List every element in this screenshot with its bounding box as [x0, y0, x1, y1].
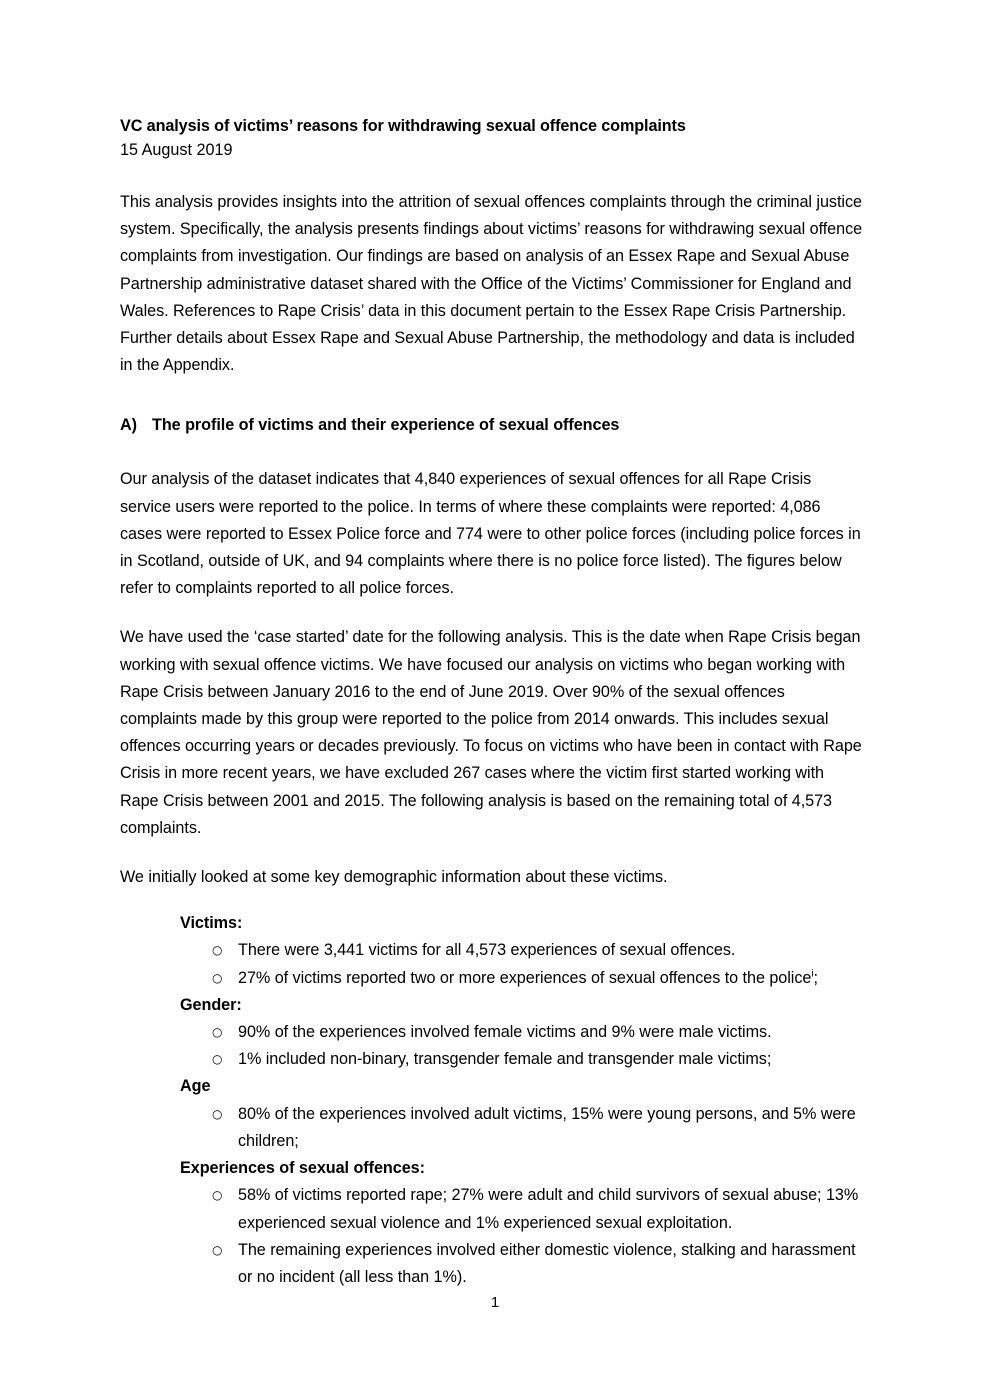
circle-bullet-icon: ○ — [212, 1242, 223, 1257]
document-title: VC analysis of victims’ reasons for withdrawing sexual offence complaints — [120, 117, 686, 135]
circle-bullet-icon: ○ — [212, 1106, 223, 1121]
spacer — [120, 602, 864, 624]
list-item — [180, 1182, 864, 1236]
paragraph-methodology: We have used the ‘case started’ date for the following analysis. This is the date when Rape Crisis began working with sexual offence victims. We have focused our analysis on victims who began working with Rape Crisis between January 2016 to the end of June 2019. Over 90% of the sexual offences complaints made by this group were reported to the police from 2014 onwards. This includes sexual offences occurring years or decades previously. To focus on victims who have been in contact with Rape Crisis in more recent years, we have excluded 267 cases where the victim first started working with Rape Crisis between 2001 and 2015. The following analysis is based on the remaining total of 4,573 complaints. — [120, 628, 862, 837]
circle-bullet-icon: ○ — [212, 1052, 223, 1067]
list-item-text: The remaining experiences involved either domestic violence, stalking and harassment or no incident (all less than 1%). — [238, 1240, 856, 1286]
document-body — [120, 114, 864, 1291]
spacer — [120, 162, 864, 189]
circle-bullet-icon: ○ — [212, 1188, 223, 1203]
spacer — [120, 379, 864, 412]
footnote-marker: i — [811, 968, 814, 980]
list-item-text: 80% of the experiences involved adult victims, 15% were young persons, and 5% were children; — [238, 1104, 856, 1150]
list-item-text: 90% of the experiences involved female victims and 9% were male victims. — [238, 1023, 772, 1042]
list-item-text — [238, 965, 864, 992]
circle-bullet-icon: ○ — [212, 1025, 223, 1040]
section-marker: A) — [120, 416, 137, 435]
page-number: 1 — [490, 1294, 500, 1311]
circle-bullet-icon: ○ — [212, 943, 223, 958]
list-item-text: 58% of victims reported rape; 27% were adult and child survivors of sexual abuse; 13% experienced sexual violence and 1% experienced sexual exploitation. — [238, 1186, 859, 1232]
section-heading-text: The profile of victims and their experience of sexual offences — [152, 416, 620, 435]
list-item-text: There were 3,441 victims for all 4,573 experiences of sexual offences. — [238, 941, 736, 960]
list-item — [180, 1101, 864, 1155]
spacer — [120, 439, 864, 466]
spacer — [120, 891, 864, 910]
list-item — [180, 1046, 864, 1073]
paragraph-intro: This analysis provides insights into the attrition of sexual offences complaints through the criminal justice system. Specifically, the analysis presents findings about victims’ reasons for withdrawing sexual offence complaints from investigation. Our findings are based on analysis of an Essex Rape and Sexual Abuse Partnership administrative dataset shared with the Office of the Victims’ Commissioner for England and Wales. References to Rape Crisis’ data in this document pertain to the Essex Rape Crisis Partnership. Further details about Essex Rape and Sexual Abuse Partnership, the methodology and data is included in the Appendix. — [120, 193, 863, 375]
list-label-victims: Victims: — [180, 914, 243, 933]
list-item-text-main: 27% of victims reported two or more experiences of sexual offences to the police — [238, 968, 812, 987]
section-heading-a — [120, 412, 864, 439]
paragraph-demographics-intro: We initially looked at some key demographic information about these victims. — [120, 868, 668, 887]
spacer — [120, 842, 864, 864]
list-item — [180, 1237, 864, 1291]
list-item — [180, 965, 864, 992]
list-item — [180, 1019, 864, 1046]
circle-bullet-icon: ○ — [212, 970, 223, 985]
list-label-gender: Gender: — [180, 995, 242, 1014]
list-item — [180, 937, 864, 964]
demographics-list — [120, 910, 864, 1291]
list-label-age: Age — [180, 1077, 211, 1096]
list-item-text-suffix: ; — [813, 968, 818, 987]
list-label-experiences: Experiences of sexual offences: — [180, 1159, 425, 1178]
list-item-text: 1% included non-binary, transgender female and transgender male victims; — [238, 1050, 772, 1069]
document-date: 15 August 2019 — [120, 141, 233, 159]
paragraph-dataset-overview: Our analysis of the dataset indicates that 4,840 experiences of sexual offences for all Rape Crisis service users were reported to the police. In terms of where these complaints were reported: 4,086 cases were reported to Essex Police force and 774 were to other police forces (including police forces in in Scotland, outside of UK, and 94 complaints where there is no police force listed). The figures below refer to complaints reported to all police forces. — [120, 470, 861, 598]
